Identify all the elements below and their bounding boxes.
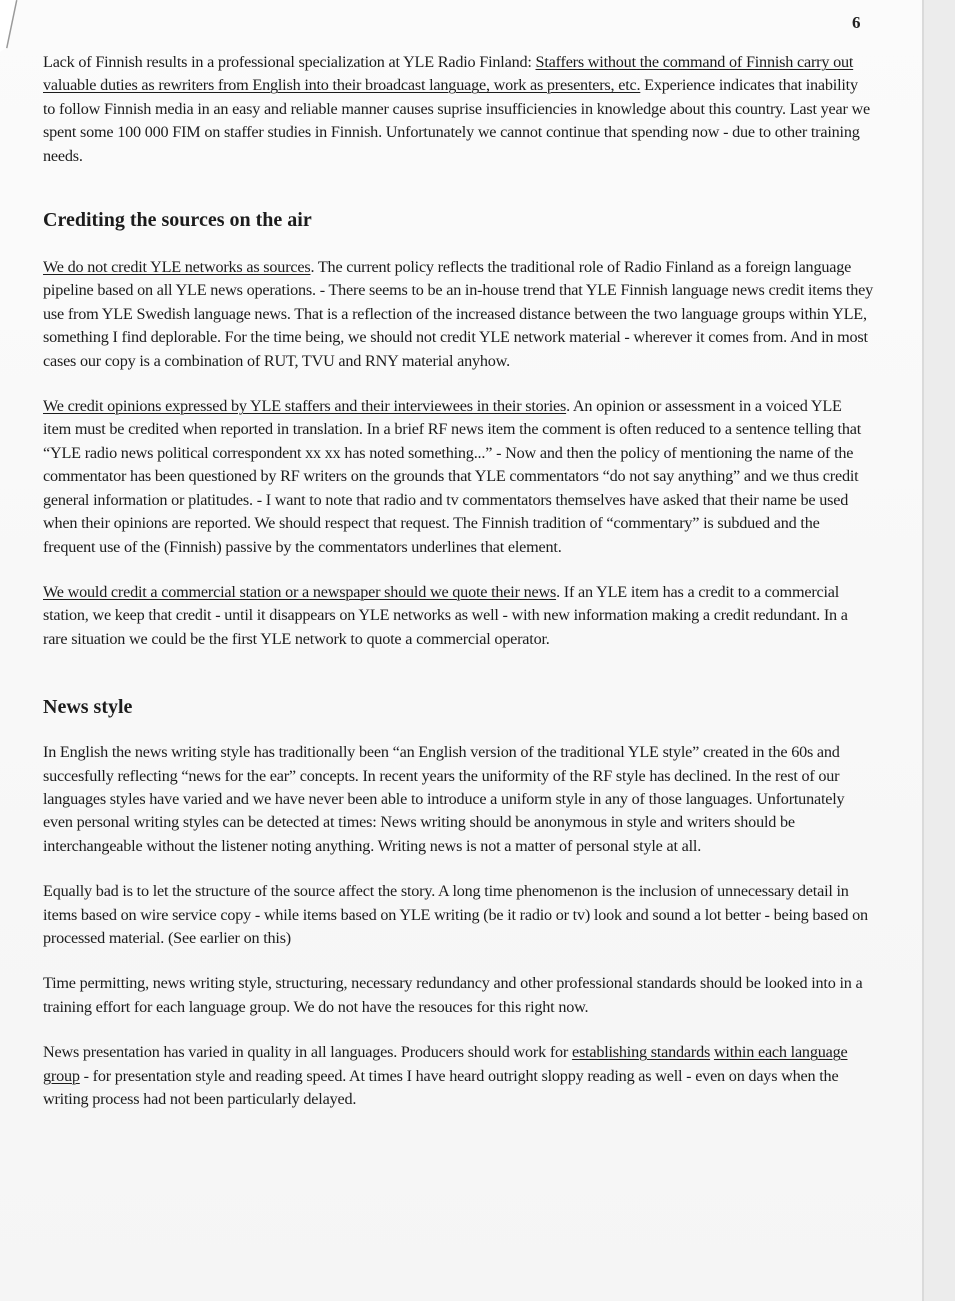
- paragraph-credit-yle-networks: [43, 256, 873, 373]
- section-heading-news-style: News style: [43, 696, 133, 719]
- underlined-within-language-group: within each language group: [43, 1043, 848, 1085]
- underlined-lead: We do not credit YLE networks as sources: [43, 258, 311, 277]
- intro-paragraph: [43, 51, 873, 168]
- intro-text-after: Experience indicates that inability to follow Finnish media in an easy and reliable manner causes suprise insufficiencies in knowledge about this country. Last year we spent some 100 000 FIM on staffer studies in Finnish. Unfortunately we cannot continue that spending now - due to other training needs.: [43, 76, 871, 165]
- intro-text-before: Lack of Finnish results in a professional specialization at YLE Radio Finland:: [43, 53, 536, 71]
- underlined-lead: We credit opinions expressed by YLE staffers and their interviewees in their stories: [43, 397, 567, 416]
- paragraph-text: . The current policy reflects the traditional role of Radio Finland as a foreign language pipeline based on all YLE news operations. - There seems to be an in-house trend that YLE Finnish language news credit items they use from YLE Swedish language news. That is a reflection of the increased distance between the two language groups within YLE, something I find deplorable. For the time being, we should not credit YLE network material - wherever it comes from. And in most cases our copy is a combination of RUT, TVU and RNY material anyhow.: [43, 258, 873, 370]
- underlined-establishing-standards: establishing standards: [571, 1043, 711, 1062]
- underlined-lead: We would credit a commercial station or a newspaper should we quote their news: [43, 582, 557, 601]
- document-body: [43, 51, 873, 1111]
- page-number: 6: [852, 13, 861, 32]
- text-after: - for presentation style and reading speed. At times I have heard outright sloppy reading as well - even on days when the writing process had not been particularly delayed.: [43, 1066, 839, 1108]
- paragraph-credit-commercial: [43, 581, 873, 651]
- paragraph-text: . An opinion or assessment in a voiced YLE item must be credited when reported in translation. In a brief RF news item the comment is often reduced to a sentence telling that “YLE radio news political correspondent xx xx has noted something...” - Now and then the policy of mentioning the name of the commentator has been questioned by RF writers on the grounds that YLE commentators “do not say anything” and we thus credit general information or platitudes. - I want to note that radio and tv commentators themselves have asked that their name be used when their opinions are reported. We should respect that request. The Finnish tradition of “commentary” is subdued and the frequent use of the (Finnish) passive by the commentators underlines that element.: [43, 397, 861, 556]
- paragraph-news-presentation: [43, 1041, 873, 1111]
- paragraph-training: Time permitting, news writing style, structuring, necessary redundancy and other professional standards should be looked into in a training effort for each language group. We do not have the resouces for this right now.: [43, 974, 863, 1016]
- page-corner-fold-mark: [0, 0, 40, 60]
- paragraph-credit-opinions: [43, 395, 873, 559]
- intro-underlined-text: Staffers without the command of Finnish carry out valuable duties as rewriters from English into their broadcast language, work as presenters, etc.: [43, 53, 854, 95]
- paragraph-source-structure: Equally bad is to let the structure of the source affect the story. A long time phenomenon is the inclusion of unnecessary detail in items based on wire service copy - while items based on YLE writing (be it radio or tv) look and sound a lot better - being based on processed material. (See earlier on this): [43, 882, 868, 947]
- text-before: News presentation has varied in quality in all languages. Producers should work for: [43, 1043, 572, 1062]
- section-heading-crediting-sources: Crediting the sources on the air: [43, 209, 312, 232]
- scanner-bed-edge: [922, 0, 955, 1301]
- paragraph-text: . If an YLE item has a credit to a commercial station, we keep that credit - until it disappears on YLE networks as well - with new information making a credit redundant. In a rare situation we could be the first YLE network to quote a commercial operator.: [43, 582, 848, 648]
- paragraph-news-style-english: In English the news writing style has traditionally been “an English version of the traditional YLE style” created in the 60s and succesfully reflecting “news for the ear” concepts. In recent years the uniformity of the RF style has declined. In the rest of our languages styles have varied and we have never been able to introduce a uniform style in any of those languages. Unfortunately even personal writing styles can be detected at times: News writing should be anonymous in style and writers should be interchangeable without the listener noting anything. Writing news is not a matter of personal style at all.: [43, 743, 845, 855]
